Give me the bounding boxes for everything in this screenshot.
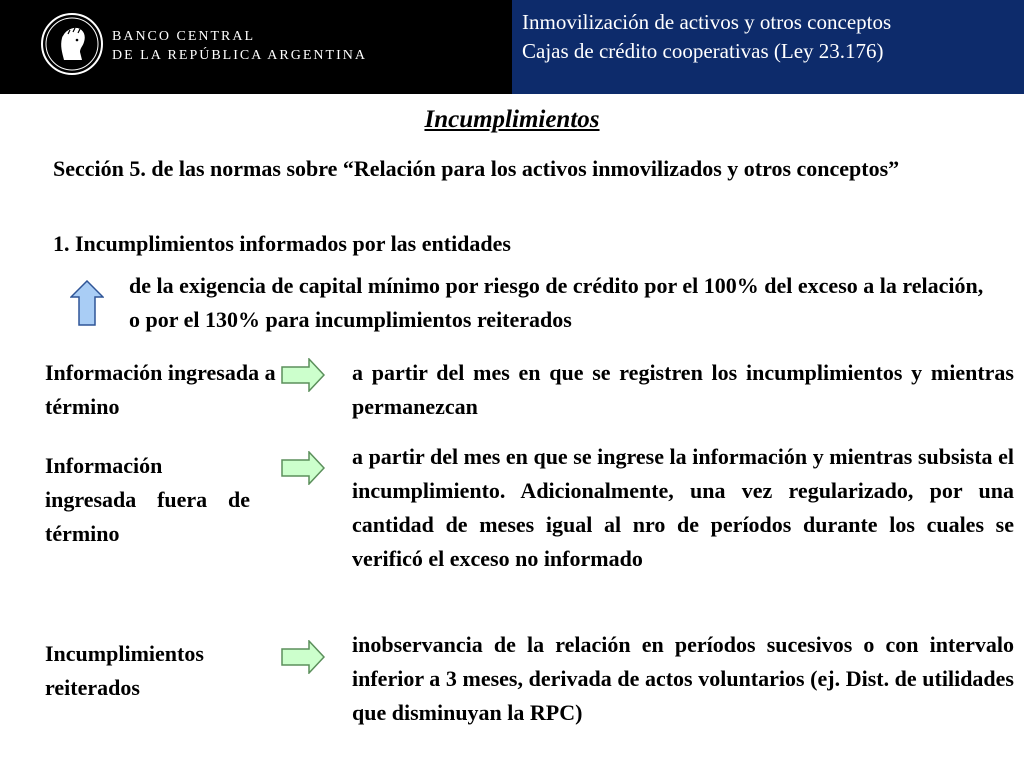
header-title: [522, 8, 891, 66]
category-desc-late: a partir del mes en que se ingrese la información y mientras subsista el incumplimiento. Adicionalmente, una vez regularizado, por una cantidad de meses igual al nro de períodos durante los cuales se verificó el exceso no informado: [352, 444, 1014, 571]
right-arrow-icon: [281, 640, 325, 674]
header-title-area: [512, 0, 1024, 94]
header-title-line1: Inmovilización de activos y otros conceptos: [522, 10, 892, 34]
category-label-repeated: Incumplimientos reiterados: [45, 641, 204, 700]
point-heading: 1. Incumplimientos informados por las entidades: [53, 231, 511, 256]
category-label-on-time: Información ingresada a término: [45, 360, 276, 419]
bank-name-line2: DE LA REPÚBLICA ARGENTINA: [112, 48, 367, 63]
liberty-head-seal-icon: [40, 12, 104, 76]
up-arrow-icon: [70, 280, 104, 326]
right-arrow-icon: [281, 451, 325, 485]
right-arrow-icon: [281, 358, 325, 392]
page-title: Incumplimientos: [424, 106, 600, 133]
bank-name-line1: BANCO CENTRAL: [112, 29, 256, 44]
category-desc-on-time: a partir del mes en que se registren los incumplimientos y mientras permanezcan: [352, 360, 1014, 419]
capital-requirement-rule: de la exigencia de capital mínimo por riesgo de crédito por el 100% del exceso a la relación, o por el 130% para incumplimientos reiterados: [129, 273, 984, 332]
header-title-line2: Cajas de crédito cooperativas (Ley 23.176): [522, 39, 884, 63]
bank-logo-text: [112, 27, 367, 65]
category-desc-repeated: inobservancia de la relación en períodos sucesivos o con intervalo inferior a 3 meses, derivada de actos voluntarios (ej. Dist. de utilidades que disminuyan la RPC): [352, 632, 1014, 725]
category-label-late: Información ingresada fuera de término: [45, 453, 250, 546]
header-logo-area: [0, 0, 512, 94]
section-intro: Sección 5. de las normas sobre “Relación para los activos inmovilizados y otros conceptos”: [53, 156, 900, 181]
